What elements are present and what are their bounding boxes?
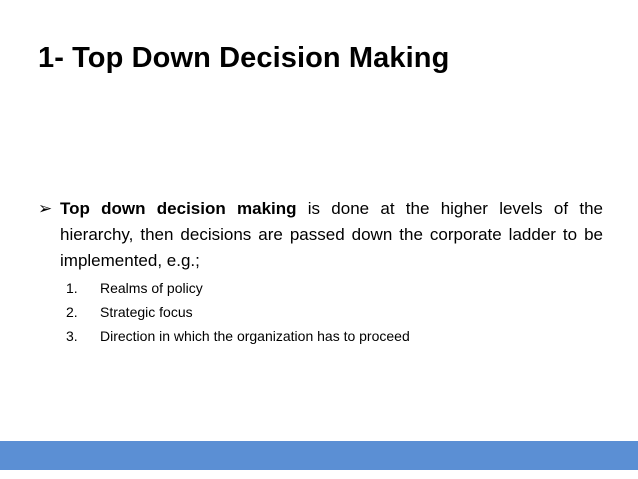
- bullet-body-text: is done at the higher levels of the hierarchy, then decisions are passed down the corporate ladder to be implemented, e.g.;: [60, 199, 603, 270]
- list-item-text: Realms of policy: [100, 280, 203, 296]
- numbered-list: [66, 276, 586, 348]
- list-item-number: 3.: [66, 328, 78, 344]
- list-item-text: Direction in which the organization has to proceed: [100, 328, 410, 344]
- slide-title: 1- Top Down Decision Making: [38, 42, 450, 74]
- bullet-block: [38, 196, 603, 274]
- bullet-row: [38, 196, 603, 274]
- footer-bar: [0, 441, 638, 470]
- footer-line: [0, 470, 638, 479]
- list-item-number: 2.: [66, 304, 78, 320]
- list-item-number: 1.: [66, 280, 78, 296]
- list-item: [66, 276, 586, 300]
- list-item-text: Strategic focus: [100, 304, 193, 320]
- bullet-text: [60, 196, 603, 274]
- list-item: [66, 324, 586, 348]
- list-item: [66, 300, 586, 324]
- arrow-bullet-icon: ➢: [38, 199, 53, 218]
- bullet-bold-text: Top down decision making: [60, 199, 297, 218]
